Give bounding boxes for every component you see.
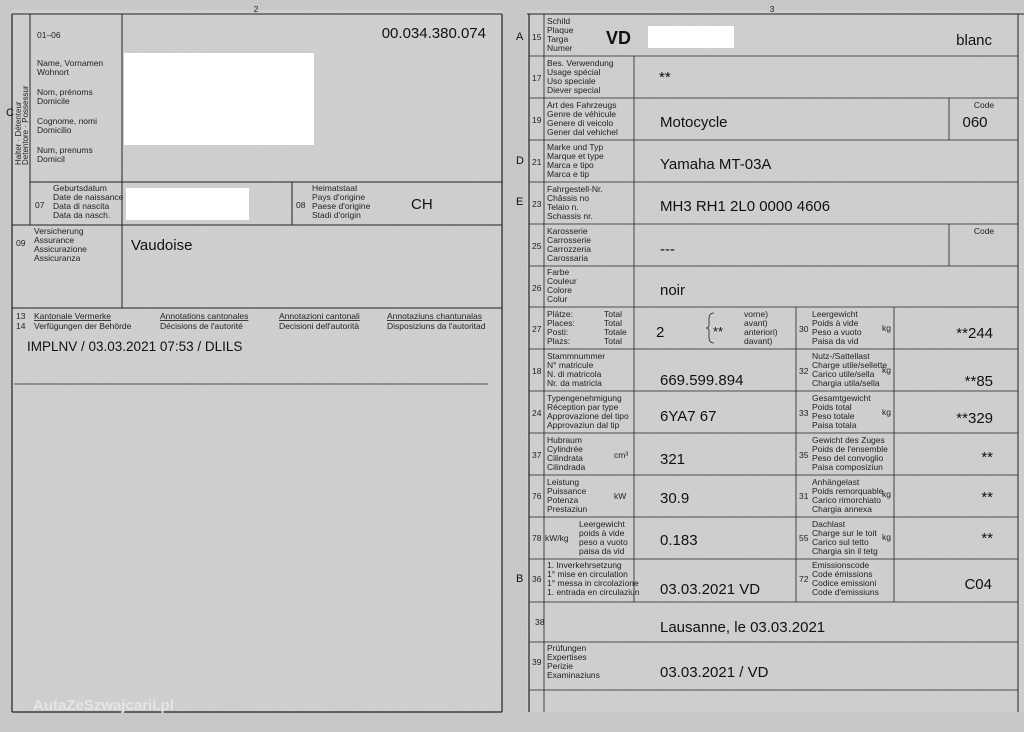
- seats-total-label-de: Total: [604, 309, 622, 319]
- redacted-name-field: [124, 53, 314, 145]
- colour-label-de: Farbe: [547, 267, 570, 277]
- matricule-label-it: N. di matricola: [547, 369, 602, 379]
- vehicle-type-label-fr: Genre de véhicule: [547, 109, 616, 119]
- seats-front-label-de: vorne): [744, 309, 769, 319]
- power-label-fr: Puissance: [547, 486, 587, 496]
- roof-load-unit: kg: [882, 532, 891, 542]
- field-25-number: 25: [532, 241, 542, 251]
- power-weight-label-rm: paisa da vid: [579, 546, 625, 556]
- field-13-number: 13: [16, 311, 26, 321]
- make-label-it: Marca e tipo: [547, 160, 594, 170]
- field-09-number: 09: [16, 238, 26, 248]
- field-15-number: 15: [532, 32, 542, 42]
- payload-value: **85: [964, 373, 993, 390]
- insurance-label-it: Assicurazione: [34, 244, 87, 254]
- seats-total-label-rm: Total: [604, 336, 622, 346]
- plate-canton: VD: [606, 28, 632, 48]
- displacement-label-it: Cilindrata: [547, 453, 583, 463]
- origin-label-de: Heimatstaat: [312, 183, 358, 193]
- special-use-label-rm: Diever special: [547, 85, 601, 95]
- birthdate-label-it: Data di nascita: [53, 201, 110, 211]
- roof-load-label-rm: Chargia sin il tetg: [812, 546, 878, 556]
- colour-label-it: Colore: [547, 285, 573, 295]
- special-use-label-fr: Usage spécial: [547, 67, 601, 77]
- body-value: ---: [660, 241, 675, 258]
- birthdate-label-fr: Date de naissance: [53, 192, 124, 202]
- payload-label-rm: Chargia utila/sella: [812, 378, 880, 388]
- seats-total-label-fr: Total: [604, 318, 622, 328]
- empty-weight-value: **244: [956, 325, 993, 342]
- payload-label-fr: Charge utile/sellette: [812, 360, 888, 370]
- power-weight-unit: kW/kg: [545, 533, 569, 543]
- annotations-col1-line1: Kantonale Vermerke: [34, 311, 112, 321]
- empty-weight-label-rm: Paisa da vid: [812, 336, 859, 346]
- chassis-label-rm: Schassis nr.: [547, 211, 593, 221]
- first-reg-label-fr: 1° mise en circulation: [547, 569, 628, 579]
- type-approval-label-rm: Approvaziun dal tip: [547, 420, 620, 430]
- matricule-label-de: Stammnummer: [547, 351, 606, 361]
- field-38-number: 38: [535, 617, 545, 627]
- train-weight-label-fr: Poids de l'ensemble: [812, 444, 888, 454]
- body-label-it: Carrozzeria: [547, 244, 591, 254]
- colour-label-fr: Couleur: [547, 276, 577, 286]
- special-use-label-de: Bes. Verwendung: [547, 58, 614, 68]
- name-label-de-1: Name, Vornamen: [37, 58, 104, 68]
- vehicle-type-code-label: Code: [973, 100, 995, 110]
- power-weight-label-it: peso a vuoto: [579, 537, 628, 547]
- type-approval-label-de: Typengenehmigung: [547, 393, 622, 403]
- power-value: 30.9: [660, 490, 690, 507]
- inspections-value: 03.03.2021 / VD: [660, 664, 769, 681]
- seats-front-label-rm: davant): [744, 336, 773, 346]
- section-marker-d: D: [516, 155, 524, 167]
- displacement-label-fr: Cylindrée: [547, 444, 583, 454]
- make-model-value: Yamaha MT-03A: [660, 156, 772, 173]
- field-32-number: 32: [799, 366, 809, 376]
- section-marker-e: E: [516, 196, 524, 208]
- displacement-label-rm: Cilindrada: [547, 462, 586, 472]
- empty-weight-label-de: Leergewicht: [812, 309, 858, 319]
- roof-load-label-it: Carico sul tetto: [812, 537, 869, 547]
- seats-label-fr: Places:: [547, 318, 575, 328]
- birthdate-label-rm: Data da nasch.: [53, 210, 111, 220]
- annotations-col4-line2: Disposiziuns da l'autoritad: [387, 321, 486, 331]
- annotations-col2-line2: Décisions de l'autorité: [160, 321, 243, 331]
- seats-label-rm: Plazs:: [547, 336, 571, 346]
- towing-label-rm: Chargia annexa: [812, 504, 873, 514]
- train-weight-label-it: Peso del convoglio: [812, 453, 884, 463]
- total-weight-value: **329: [956, 410, 993, 427]
- field-27-number: 27: [532, 324, 542, 334]
- make-label-fr: Marque et type: [547, 151, 604, 161]
- annotations-col1-line2: Verfügungen der Behörde: [34, 321, 132, 331]
- name-label-it-2: Domicilio: [37, 125, 72, 135]
- plate-label-it: Targa: [547, 34, 569, 44]
- body-code-label: Code: [973, 226, 995, 236]
- seats-front-label-it: anteriori): [744, 327, 778, 337]
- emission-label-rm: Code d'emissiuns: [812, 587, 879, 597]
- annotations-col2-line1: Annotations cantonales: [160, 311, 249, 321]
- insurance-label-de: Versicherung: [34, 226, 84, 236]
- plate-color-value: blanc: [956, 32, 992, 49]
- field-01-06-value: 00.034.380.074: [381, 25, 486, 42]
- field-39-number: 39: [532, 657, 542, 667]
- inspections-label-it: Perizie: [547, 661, 573, 671]
- field-35-number: 35: [799, 450, 809, 460]
- birthdate-label-de: Geburtsdatum: [53, 183, 107, 193]
- inspections-label-fr: Expertises: [547, 652, 587, 662]
- name-label-fr-1: Nom, prénoms: [37, 87, 93, 97]
- chassis-number-value: MH3 RH1 2L0 0000 4606: [660, 198, 831, 215]
- vehicle-type-value: Motocycle: [660, 114, 728, 131]
- plate-label-fr: Plaque: [547, 25, 574, 35]
- field-07-number: 07: [35, 200, 45, 210]
- annotations-col3-line2: Decisioni dell'autorità: [279, 321, 360, 331]
- power-weight-label-fr: poids à vide: [579, 528, 625, 538]
- origin-label-fr: Pays d'origine: [312, 192, 366, 202]
- towing-label-fr: Poids remorquable: [812, 486, 884, 496]
- power-weight-value: 0.183: [660, 532, 698, 549]
- make-label-rm: Marca e tip: [547, 169, 590, 179]
- body-label-fr: Carrosserie: [547, 235, 591, 245]
- empty-weight-unit: kg: [882, 323, 891, 333]
- total-weight-label-it: Peso totale: [812, 411, 855, 421]
- field-55-number: 55: [799, 533, 809, 543]
- towing-value: **: [981, 489, 993, 506]
- field-24-number: 24: [532, 408, 542, 418]
- field-17-number: 17: [532, 73, 542, 83]
- name-label-de-2: Wohnort: [37, 67, 69, 77]
- roof-load-label-fr: Charge sur le toit: [812, 528, 877, 538]
- page-number-right: 3: [769, 4, 775, 14]
- body-label-de: Karosserie: [547, 226, 588, 236]
- train-weight-value: **: [981, 449, 993, 466]
- watermark: AutaZeSzwajcarii.pl: [33, 697, 174, 714]
- emission-label-de: Emissionscode: [812, 560, 870, 570]
- vehicle-type-label-rm: Gener dal vehichel: [547, 127, 618, 137]
- special-use-label-it: Uso speciale: [547, 76, 596, 86]
- section-marker-c: C: [6, 107, 14, 119]
- chassis-label-de: Fahrgestell-Nr.: [547, 184, 603, 194]
- make-label-de: Marke und Typ: [547, 142, 604, 152]
- type-approval-label-it: Approvazione del tipo: [547, 411, 629, 421]
- field-78-number: 78: [532, 533, 542, 543]
- section-marker-a: A: [516, 31, 524, 43]
- power-unit: kW: [614, 491, 627, 501]
- field-01-06-number: 01–06: [37, 30, 61, 40]
- field-19-number: 19: [532, 115, 542, 125]
- seats-total-value: 2: [656, 324, 665, 341]
- field-21-number: 21: [532, 157, 542, 167]
- train-weight-label-rm: Paisa composiziun: [812, 462, 883, 472]
- towing-label-it: Carico rimorchiato: [812, 495, 881, 505]
- plate-label-rm: Numer: [547, 43, 573, 53]
- seats-front-value: **: [713, 324, 724, 339]
- roof-load-label-de: Dachlast: [812, 519, 846, 529]
- field-72-number: 72: [799, 574, 809, 584]
- field-18-number: 18: [532, 366, 542, 376]
- field-23-number: 23: [532, 199, 542, 209]
- matricule-label-rm: Nr. da matricla: [547, 378, 602, 388]
- colour-value: noir: [660, 282, 686, 299]
- field-37-number: 37: [532, 450, 542, 460]
- insurance-value: Vaudoise: [131, 237, 193, 254]
- seats-label-it: Posti:: [547, 327, 569, 337]
- name-label-fr-2: Domicile: [37, 96, 70, 106]
- first-reg-label-rm: 1. entrada en circulaziun: [547, 587, 640, 597]
- payload-label-it: Carico utile/sella: [812, 369, 875, 379]
- field-36-number: 36: [532, 574, 542, 584]
- displacement-unit: cm³: [614, 450, 629, 460]
- power-label-rm: Prestaziun: [547, 504, 588, 514]
- name-label-rm-1: Num, prenums: [37, 145, 93, 155]
- seats-total-label-it: Totale: [604, 327, 627, 337]
- chassis-label-it: Telaio n.: [547, 202, 579, 212]
- seats-front-label-fr: avant): [744, 318, 768, 328]
- origin-value: CH: [411, 196, 433, 213]
- total-weight-unit: kg: [882, 407, 891, 417]
- inspections-label-de: Prüfungen: [547, 643, 587, 653]
- first-reg-value: 03.03.2021 VD: [660, 581, 761, 598]
- matricule-label-fr: N° matricule: [547, 360, 594, 370]
- total-weight-label-fr: Poids total: [812, 402, 852, 412]
- type-approval-value: 6YA7 67: [660, 408, 717, 425]
- train-weight-label-de: Gewicht des Zuges: [812, 435, 885, 445]
- field-30-number: 30: [799, 324, 809, 334]
- insurance-label-rm: Assicuranza: [34, 253, 81, 263]
- power-label-de: Leistung: [547, 477, 580, 487]
- towing-unit: kg: [882, 489, 891, 499]
- colour-label-rm: Colur: [547, 294, 568, 304]
- power-label-it: Potenza: [547, 495, 579, 505]
- vehicle-type-code-value: 060: [962, 114, 988, 131]
- towing-label-de: Anhängelast: [812, 477, 860, 487]
- first-reg-label-it: 1° messa in circolazione: [547, 578, 639, 588]
- empty-weight-label-fr: Poids à vide: [812, 318, 859, 328]
- field-33-number: 33: [799, 408, 809, 418]
- name-label-rm-2: Domicil: [37, 154, 65, 164]
- field-31-number: 31: [799, 491, 809, 501]
- total-weight-label-rm: Paisa totala: [812, 420, 857, 430]
- power-weight-label-de: Leergewicht: [579, 519, 625, 529]
- total-weight-label-de: Gesamtgewicht: [812, 393, 871, 403]
- origin-label-rm: Stadi d'origin: [312, 210, 361, 220]
- origin-label-it: Paese d'origine: [312, 201, 371, 211]
- field-26-number: 26: [532, 283, 542, 293]
- seats-label-de: Plätze:: [547, 309, 573, 319]
- field-08-number: 08: [296, 200, 306, 210]
- plate-label-de: Schild: [547, 16, 571, 26]
- annotations-col3-line1: Annotazioni cantonali: [279, 311, 360, 321]
- payload-label-de: Nutz-/Sattellast: [812, 351, 870, 361]
- section-marker-b: B: [516, 573, 524, 585]
- place-date-value: Lausanne, le 03.03.2021: [660, 619, 826, 636]
- empty-weight-label-it: Peso a vuoto: [812, 327, 862, 337]
- holder-side-label-1: Halter · Détenteur: [14, 101, 23, 165]
- annotations-col4-line1: Annotaziuns chantunalas: [387, 311, 482, 321]
- redacted-birthdate-field: [126, 188, 249, 220]
- field-76-number: 76: [532, 491, 542, 501]
- emission-code-value: C04: [964, 576, 992, 593]
- special-use-value: **: [659, 69, 671, 86]
- displacement-value: 321: [660, 451, 686, 468]
- holder-side-label-2: Detentore · Possessur: [21, 85, 30, 165]
- type-approval-label-fr: Réception par type: [547, 402, 619, 412]
- emission-label-fr: Code émissions: [812, 569, 873, 579]
- displacement-label-de: Hubraum: [547, 435, 582, 445]
- annotations-value: IMPLNV / 03.03.2021 07:53 / DLILS: [27, 339, 243, 354]
- redacted-plate-number: [648, 26, 734, 48]
- inspections-label-rm: Examinaziuns: [547, 670, 600, 680]
- roof-load-value: **: [981, 530, 993, 547]
- field-14-number: 14: [16, 321, 26, 331]
- page-number-left: 2: [253, 4, 259, 14]
- first-reg-label-de: 1. Inverkehrsetzung: [547, 560, 622, 570]
- vehicle-type-label-de: Art des Fahrzeugs: [547, 100, 617, 110]
- body-label-rm: Carossaria: [547, 253, 589, 263]
- emission-label-it: Codice emissioni: [812, 578, 877, 588]
- chassis-label-fr: Châssis no: [547, 193, 590, 203]
- vehicle-type-label-it: Genere di veicolo: [547, 118, 614, 128]
- insurance-label-fr: Assurance: [34, 235, 75, 245]
- matricule-value: 669.599.894: [660, 372, 744, 389]
- name-label-it-1: Cognome, nomi: [37, 116, 98, 126]
- payload-unit: kg: [882, 365, 891, 375]
